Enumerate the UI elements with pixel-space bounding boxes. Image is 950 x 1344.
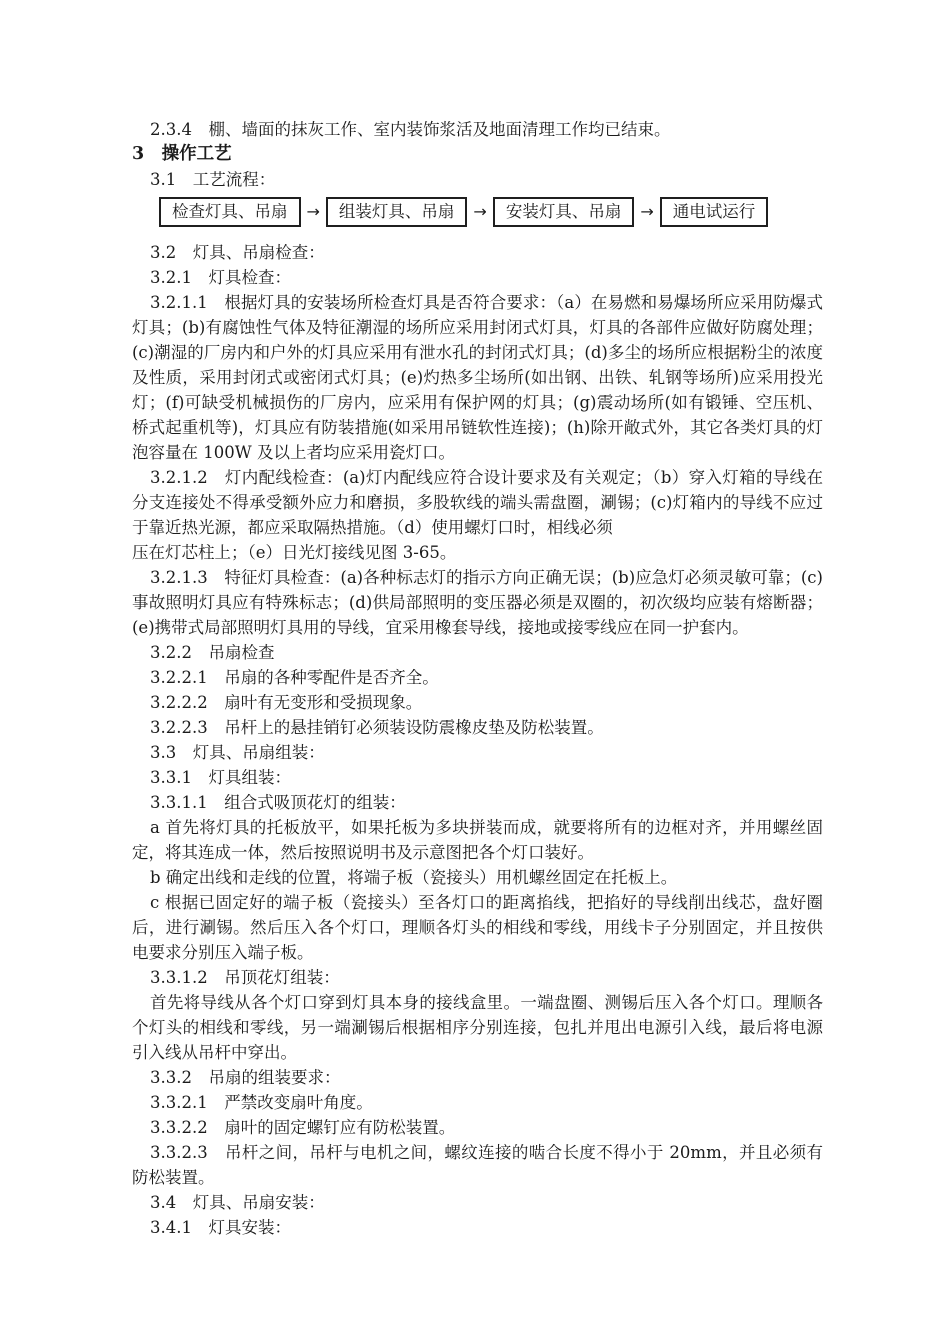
flow-step-4: 通电试运行 xyxy=(660,197,769,227)
heading-section-3-operation-process: 3 操作工艺 xyxy=(132,144,232,164)
step-b: b 确定出线和走线的位置，将端子板（瓷接头）用机螺丝固定在托板上。 xyxy=(150,868,678,887)
clause-3-1-process-flow: 3.1 工艺流程： xyxy=(150,170,276,189)
clause-3-3-2-1: 3.3.2.1 严禁改变扇叶角度。 xyxy=(150,1093,373,1112)
flow-step-1: 检查灯具、吊扇 xyxy=(159,197,301,227)
step-a: a 首先将灯具的托板放平，如果托板为多块拼装而成，就要将所有的边框对齐，并用螺丝固定，将其连成一体，然后按照说明书及示意图把各个灯口装好。 xyxy=(132,818,823,862)
clause-3-3-1-1: 3.3.1.1 组合式吸顶花灯的组装： xyxy=(150,793,406,812)
clause-3-3-1: 3.3.1 灯具组装： xyxy=(150,768,291,787)
flow-arrow-icon: → xyxy=(473,202,487,221)
clause-3-3-2: 3.3.2 吊扇的组装要求： xyxy=(150,1068,341,1087)
clause-3-2-2: 3.2.2 吊扇检查 xyxy=(150,643,275,662)
flow-step-2: 组装灯具、吊扇 xyxy=(326,197,468,227)
flow-arrow-icon: → xyxy=(640,202,654,221)
para-3-3-1-2-body: 首先将导线从各个灯口穿到灯具本身的接线盒里。一端盘圈、测锡后压入各个灯口。理顺各个灯头的相线和零线，另一端涮锡后根据相序分别连接，包扎并甩出电源引入线，最后将电源引入线从吊杆中穿出。 xyxy=(132,993,823,1062)
clause-3-2-1: 3.2.1 灯具检查： xyxy=(150,268,291,287)
clause-3-2-2-1: 3.2.2.1 吊扇的各种零配件是否齐全。 xyxy=(150,668,439,687)
clause-3-2-2-2: 3.2.2.2 扇叶有无变形和受损现象。 xyxy=(150,693,423,712)
clause-3-2: 3.2 灯具、吊扇检查： xyxy=(150,243,325,262)
clause-3-3-2-2: 3.3.2.2 扇叶的固定螺钉应有防松装置。 xyxy=(150,1118,456,1137)
clause-3-3-2-3: 3.3.2.3 吊杆之间，吊杆与电机之间，螺纹连接的啮合长度不得小于 20mm，并且必须有防松装置。 xyxy=(132,1143,823,1187)
clause-3-4: 3.4 灯具、吊扇安装： xyxy=(150,1193,325,1212)
clause-3-2-1-3: 3.2.1.3 特征灯具检查：(a)各种标志灯的指示方向正确无误；(b)应急灯必须灵敏可靠；(c)事故照明灯具应有特殊标志；(d)供局部照明的变压器必须是双圈的，初次级均应装有熔断器；(e)携带式局部照明灯具用的导线，宜采用橡套导线，接地或接零线应在同一护套内。 xyxy=(132,568,823,637)
document-content xyxy=(132,117,823,1240)
process-flowchart xyxy=(159,197,823,227)
flow-arrow-icon: → xyxy=(306,202,320,221)
clause-3-2-2-3: 3.2.2.3 吊杆上的悬挂销钉必须装设防震橡皮垫及防松装置。 xyxy=(150,718,604,737)
step-c: c 根据已固定好的端子板（瓷接头）至各灯口的距离掐线，把掐好的导线削出线芯，盘好圈后，进行涮锡。然后压入各个灯口，理顺各灯头的相线和零线，用线卡子分别固定，并且按供电要求分别压入端子板。 xyxy=(132,893,823,962)
clause-3-2-1-2-continuation: 压在灯芯柱上；（e）日光灯接线见图 3-65。 xyxy=(132,543,457,562)
clause-2-3-4: 2.3.4 棚、墙面的抹灰工作、室内装饰浆活及地面清理工作均已结束。 xyxy=(150,120,671,139)
clause-3-3: 3.3 灯具、吊扇组装： xyxy=(150,743,325,762)
clause-3-2-1-2: 3.2.1.2 灯内配线检查：(a)灯内配线应符合设计要求及有关观定；（b）穿入灯箱的导线在分支连接处不得承受额外应力和磨损，多股软线的端头需盘圈，涮锡；(c)灯箱内的导线不应过于靠近热光源，都应采取隔热措施。（d）使用螺灯口时，相线必须 xyxy=(132,468,823,537)
clause-3-3-1-2: 3.3.1.2 吊顶花灯组装： xyxy=(150,968,340,987)
clause-3-4-1: 3.4.1 灯具安装： xyxy=(150,1218,291,1237)
clause-3-2-1-1: 3.2.1.1 根据灯具的安装场所检查灯具是否符合要求：（a）在易燃和易爆场所应采用防爆式灯具；(b)有腐蚀性气体及特征潮湿的场所应采用封闭式灯具，灯具的各部件应做好防腐处理；(c)潮湿的厂房内和户外的灯具应采用有泄水孔的封闭式灯具；(d)多尘的场所应根据粉尘的浓度及性质，采用封闭式或密闭式灯具；(e)灼热多尘场所(如出钢、出铁、轧钢等场所)应采用投光灯；(f)可缺受机械损伤的厂房内，应采用有保护网的灯具；(g)震动场所(如有锻锤、空压机、桥式起重机等)，灯具应有防装措施(如采用吊链软性连接)；(h)除开敞式外，其它各类灯具的灯泡容量在 100W 及以上者均应采用瓷灯口。 xyxy=(132,293,823,462)
flow-step-3: 安装灯具、吊扇 xyxy=(493,197,635,227)
